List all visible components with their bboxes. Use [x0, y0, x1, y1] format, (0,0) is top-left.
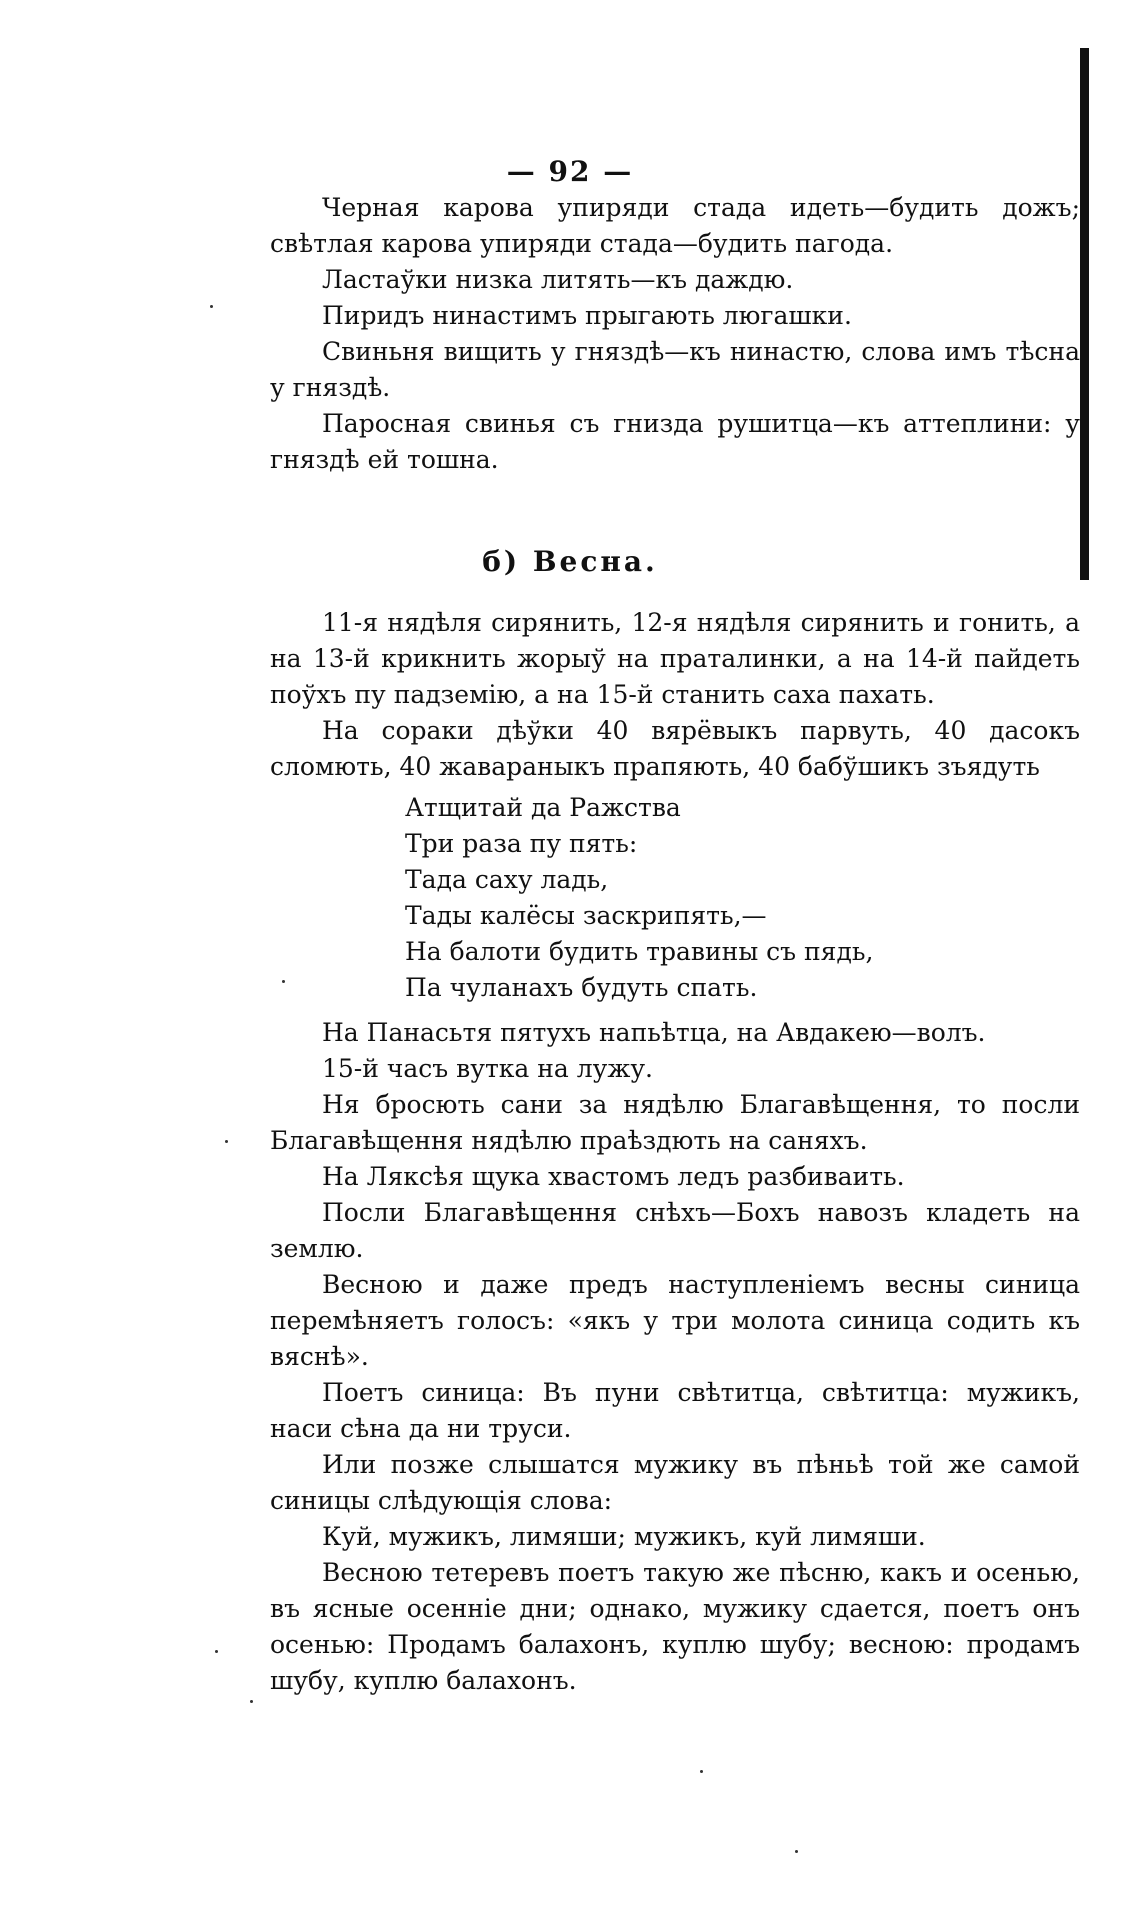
paragraph: На Ляксѣя щука хвастомъ ледъ разбиваить.	[322, 1162, 905, 1191]
verse-line: На балоти будить травины съ пядь,	[405, 937, 874, 966]
paragraph: На Панасьтя пятухъ напьѣтца, на Авдакею—волъ.	[322, 1018, 986, 1047]
paragraph: Паросная свинья съ гнизда рушитца—къ аттеплини: у гняздѣ ей тошна.	[270, 409, 1080, 474]
paragraph: Посли Благавѣщення снѣхъ—Бохъ навозъ кладеть на землю.	[270, 1198, 1080, 1263]
page-number: — 92 —	[506, 155, 634, 188]
verse-block	[405, 790, 873, 1006]
paragraph: На сораки дѣўки 40 вярёвыкъ парвуть, 40 дасокъ сломють, 40 жавараныкъ прапяють, 40 бабўшикъ зъядуть	[270, 716, 1080, 781]
print-speck	[225, 1140, 228, 1143]
paragraph: Весною и даже предъ наступленіемъ весны синица перемѣняетъ голосъ: «якъ у три молота синица содить къ вяснѣ».	[270, 1270, 1080, 1371]
paragraph: Куй, мужикъ, лимяши; мужикъ, куй лимяши.	[322, 1522, 926, 1551]
verse-line: Тада саху ладь,	[405, 865, 609, 894]
verse-line: Три раза пу пять:	[405, 829, 638, 858]
paragraph: Поетъ синица: Въ пуни свѣтитца, свѣтитца: мужикъ, наси сѣна да ни труси.	[270, 1378, 1080, 1443]
paragraph: Черная карова упиряди стада идеть—будить дожъ; свѣтлая карова упиряди стада—будить пагода.	[270, 193, 1080, 258]
print-speck	[250, 1700, 253, 1703]
verse-line: Атщитай да Ражства	[405, 793, 681, 822]
text-block-spring	[270, 605, 1080, 785]
paragraph: Ня бросють сани за нядѣлю Благавѣщення, то посли Благавѣщення нядѣлю праѣздють на саняхъ.	[270, 1090, 1080, 1155]
print-speck	[700, 1770, 703, 1773]
print-speck	[210, 305, 213, 308]
paragraph: Ластаўки низка литять—къ даждю.	[322, 265, 794, 294]
paragraph: 11-я нядѣля сирянить, 12-я нядѣля сирянить и гонить, а на 13-й крикнить жорыў на праталинки, а на 14-й пайдеть поўхъ пу падземію, а на 15-й станить саха пахать.	[270, 608, 1080, 709]
paragraph: Свиньня вищить у гняздѣ—къ нинастю, слова имъ тѣсна у гняздѣ.	[270, 337, 1080, 402]
print-speck	[795, 1850, 798, 1853]
section-heading: б) Весна.	[482, 545, 658, 578]
text-block-sayings	[270, 1015, 1080, 1699]
print-speck	[215, 1650, 218, 1653]
print-speck	[282, 980, 285, 983]
text-block-weather	[270, 190, 1080, 478]
verse-line: Па чуланахъ будуть спать.	[405, 973, 758, 1002]
margin-rule	[1080, 48, 1089, 580]
verse-line: Тады калёсы заскрипять,—	[405, 901, 767, 930]
paragraph: Пиридъ нинастимъ прыгають люгашки.	[322, 301, 852, 330]
paragraph: 15-й часъ вутка на лужу.	[322, 1054, 654, 1083]
paragraph: Весною тетеревъ поетъ такую же пѣсню, какъ и осенью, въ ясные осенніе дни; однако, мужику сдается, поетъ онъ осенью: Продамъ балахонъ, куплю шубу; весною: продамъ шубу, куплю балахонъ.	[270, 1558, 1080, 1695]
paragraph: Или позже слышатся мужику въ пѣньѣ той же самой синицы слѣдующія слова:	[270, 1450, 1080, 1515]
